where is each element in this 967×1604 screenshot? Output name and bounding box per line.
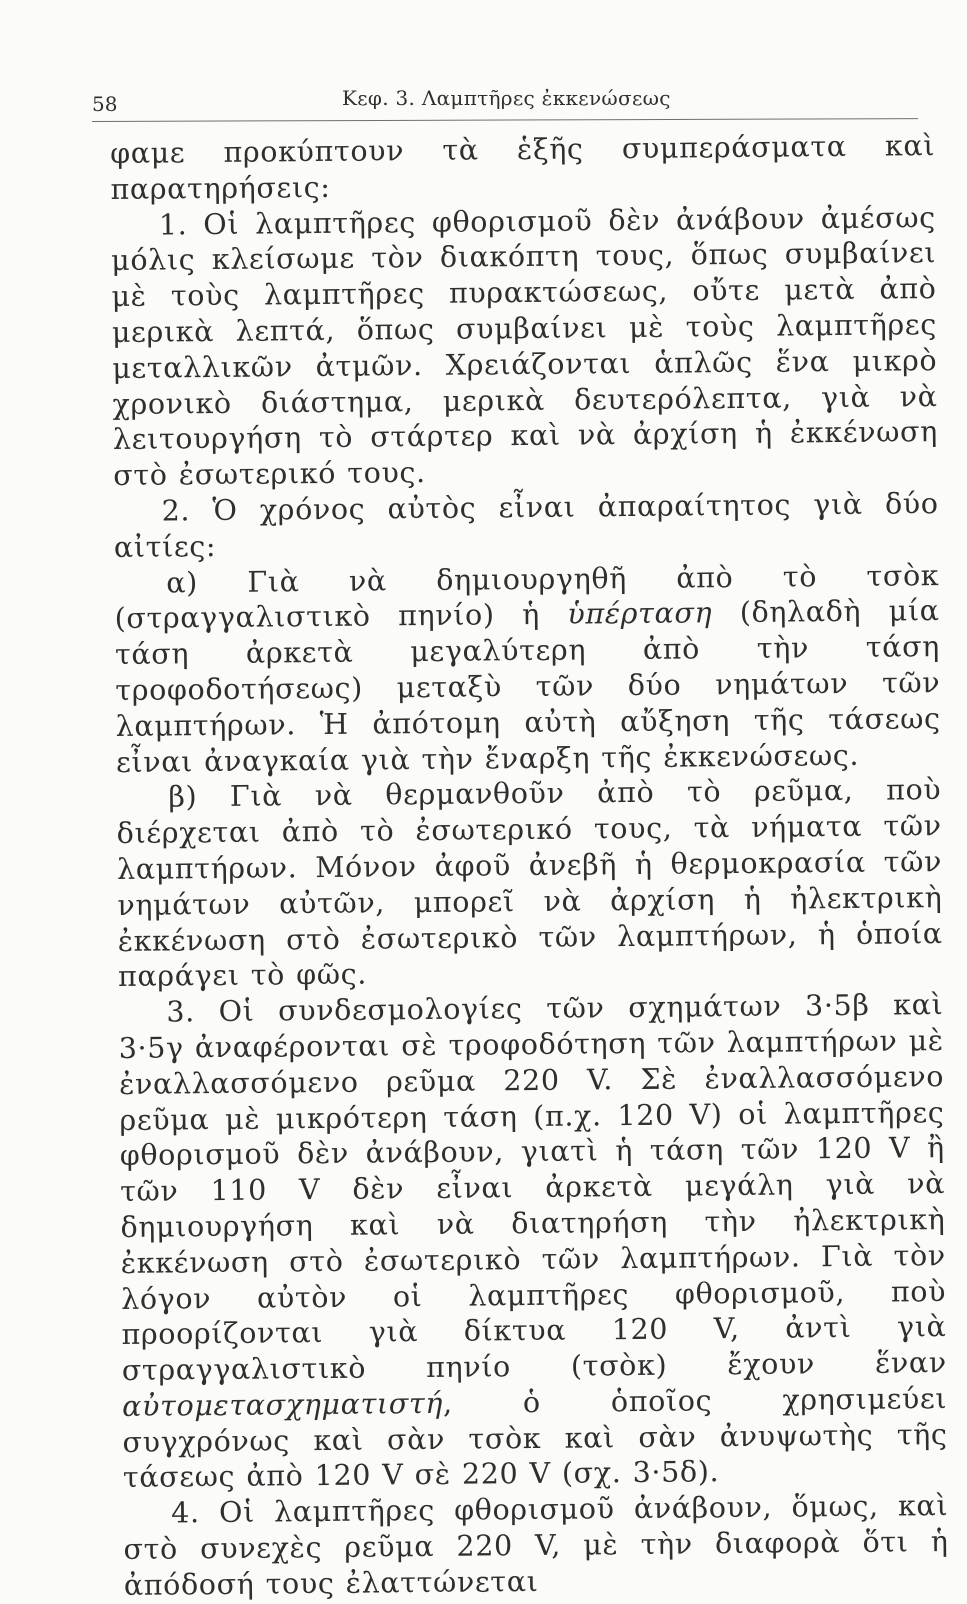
header-rule [92,118,918,122]
reason-a-text-end: (δηλαδὴ μία τάση ἀρκετὰ μεγαλύτερη ἀπὸ τὴν τάση τροφοδοτήσεως) μεταξὺ τῶν δύο νημάτων τῶν λαμπτήρων. Ἡ ἀπότομη αὐτὴ αὔξηση τῆς τάσεως εἶναι ἀναγκαία γιὰ τὴν ἔναρξη τῆς ἐκκενώσεως. [114,594,941,779]
page-header [92,82,922,116]
point-3-emphasis: αὐτομετασχηματιστή [122,1386,444,1423]
paragraph-reason-b: β) Γιὰ νὰ θερμανθοῦν ἀπὸ τὸ ρεῦμα, ποὺ διέρχεται ἀπὸ τὸ ἐσωτερικό τους, τὰ νήματα τῶν λαμπτήρων. Μόνον ἀφοῦ ἀνεβῆ ἡ θερμοκρασία τῶν νημάτων αὐτῶν, μπορεῖ νὰ ἀρχίση ἡ ἠλεκτρικὴ ἐκκένωση στὸ ἐσωτερικὸ τῶν λαμπτήρων, ἡ ὁποία παράγει τὸ φῶς. [116,773,943,994]
paragraph-point-4: 4. Οἱ λαμπτῆρες φθορισμοῦ ἀνάβουν, ὅμως, καὶ στὸ συνεχὲς ρεῦμα 220 V, μὲ τὴν διαφορὰ ὅτι ἡ ἀπόδοσή τους ἐλαττώνεται [123,1489,949,1602]
point-3-text-end: , ὁ ὁποῖος χρησιμεύει συγχρόνως καὶ σὰν τσὸκ καὶ σὰν ἀνυψωτὴς τῆς τάσεως ἀπὸ 120 V σὲ 220 V (σχ. 3·5δ). [122,1381,948,1495]
running-head: Κεφ. 3. Λαμπτῆρες ἐκκενώσεως [342,86,671,110]
page-number: 58 [92,92,118,116]
paragraph-reason-a [114,558,941,781]
paragraph-point-1: 1. Οἱ λαμπτῆρες φθορισμοῦ δὲν ἀνάβουν ἀμέσως μόλις κλείσωμε τὸν διακόπτη τους, ὅπως συμβαίνει μὲ τοὺς λαμπτῆρες πυρακτώσεως, οὔτε μετὰ ἀπὸ μερικὰ λεπτά, ὅπως συμβαίνει μὲ τοὺς λαμπτῆρες μεταλλικῶν ἀτμῶν. Χρειάζονται ἁπλῶς ἕνα μικρὸ χρονικὸ διάστημα, μερικὰ δευτερόλεπτα, γιὰ νὰ λειτουργήση τὸ στάρτερ καὶ νὰ ἀρχίση ἡ ἐκκένωση στὸ ἐσωτερικό τους. [111,200,939,493]
reason-a-text-start: α) Γιὰ νὰ δημιουργηθῆ ἀπὸ τὸ τσὸκ (στραγγαλιστικὸ πηνίο) ἡ [114,558,940,636]
paragraph-point-3 [118,987,948,1496]
paragraph-point-2: 2. Ὁ χρόνος αὐτὸς εἶναι ἀπαραίτητος γιὰ δύο αἰτίες: [113,487,939,564]
body-text [110,128,949,1604]
reason-a-emphasis: ὑπέρταση [567,596,713,631]
point-3-text-start: 3. Οἱ συνδεσμολογίες τῶν σχημάτων 3·5β καὶ 3·5γ ἀναφέρονται σὲ τροφοδότηση τῶν λαμπτήρων μὲ ἐναλλασσόμενο ρεῦμα 220 V. Σὲ ἐναλλασσόμενο ρεῦμα μὲ μικρότερη τάση (π.χ. 120 V) οἱ λαμπτῆρες φθορισμοῦ δὲν ἀνάβουν, γιατὶ ἡ τάση τῶν 120 V ἢ τῶν 110 V δὲν εἶναι ἀρκετὰ μεγάλη γιὰ νὰ δημιουργήση καὶ νὰ διατηρήση τὴν ἠλεκτρικὴ ἐκκένωση στὸ ἐσωτερικὸ τῶν λαμπτήρων. Γιὰ τὸν λόγον αὐτὸν οἱ λαμπτῆρες φθορισμοῦ, ποὺ προορίζονται γιὰ δίκτυα 120 V, ἀντὶ γιὰ στραγγαλιστικὸ πηνίο (τσὸκ) ἔχουν ἕναν [118,988,947,1388]
paragraph-continuation: φαμε προκύπτουν τὰ ἑξῆς συμπεράσματα καὶ παρατηρήσεις: [110,129,936,206]
